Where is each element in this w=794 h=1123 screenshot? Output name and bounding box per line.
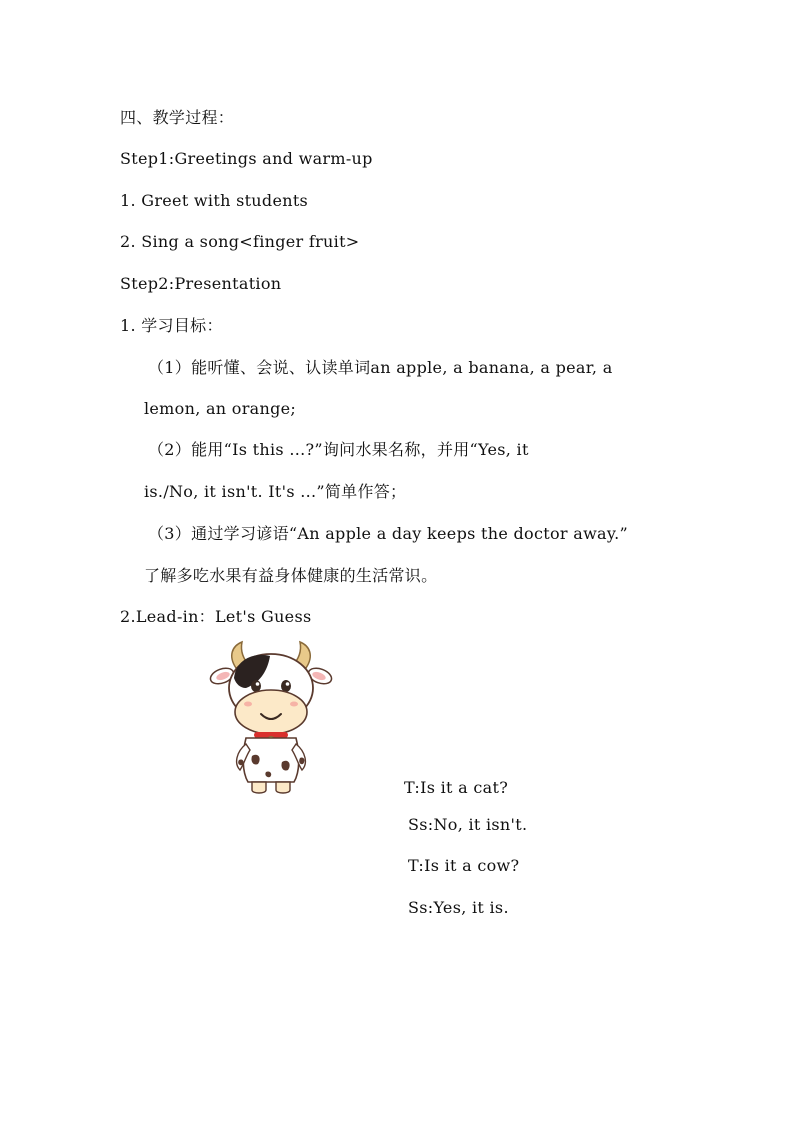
cow-illustration bbox=[206, 638, 336, 798]
dialogue-line: T:Is it a cat? bbox=[404, 778, 509, 797]
objective-line: （3）通过学习谚语“An apple a day keeps the doctor away.” bbox=[148, 524, 628, 543]
step1-item-greet: 1. Greet with students bbox=[120, 191, 309, 210]
dialogue-line: Ss:Yes, it is. bbox=[408, 898, 509, 917]
dialogue-line: Ss:No, it isn't. bbox=[408, 815, 528, 834]
objective-line: is./No, it isn't. It's ...”简单作答； bbox=[144, 482, 407, 501]
step1-title: Step1:Greetings and warm-up bbox=[120, 149, 373, 168]
objective-line: （2）能用“Is this ...?”询问水果名称，并用“Yes, it bbox=[148, 440, 529, 459]
dialogue-line: T:Is it a cow? bbox=[408, 856, 520, 875]
objective-line: 了解多吃水果有益身体健康的生活常识。 bbox=[144, 566, 438, 585]
objective-line: lemon, an orange; bbox=[144, 399, 297, 418]
lead-in-heading: 2.Lead-in：Let's Guess bbox=[120, 607, 312, 626]
objectives-heading: 1. 学习目标： bbox=[120, 316, 223, 335]
step1-item-song: 2. Sing a song<finger fruit> bbox=[120, 232, 360, 251]
objective-line: （1）能听懂、会说、认读单词an apple, a banana, a pear, a bbox=[148, 358, 613, 377]
step2-title: Step2:Presentation bbox=[120, 274, 282, 293]
section-heading: 四、教学过程： bbox=[120, 108, 235, 127]
